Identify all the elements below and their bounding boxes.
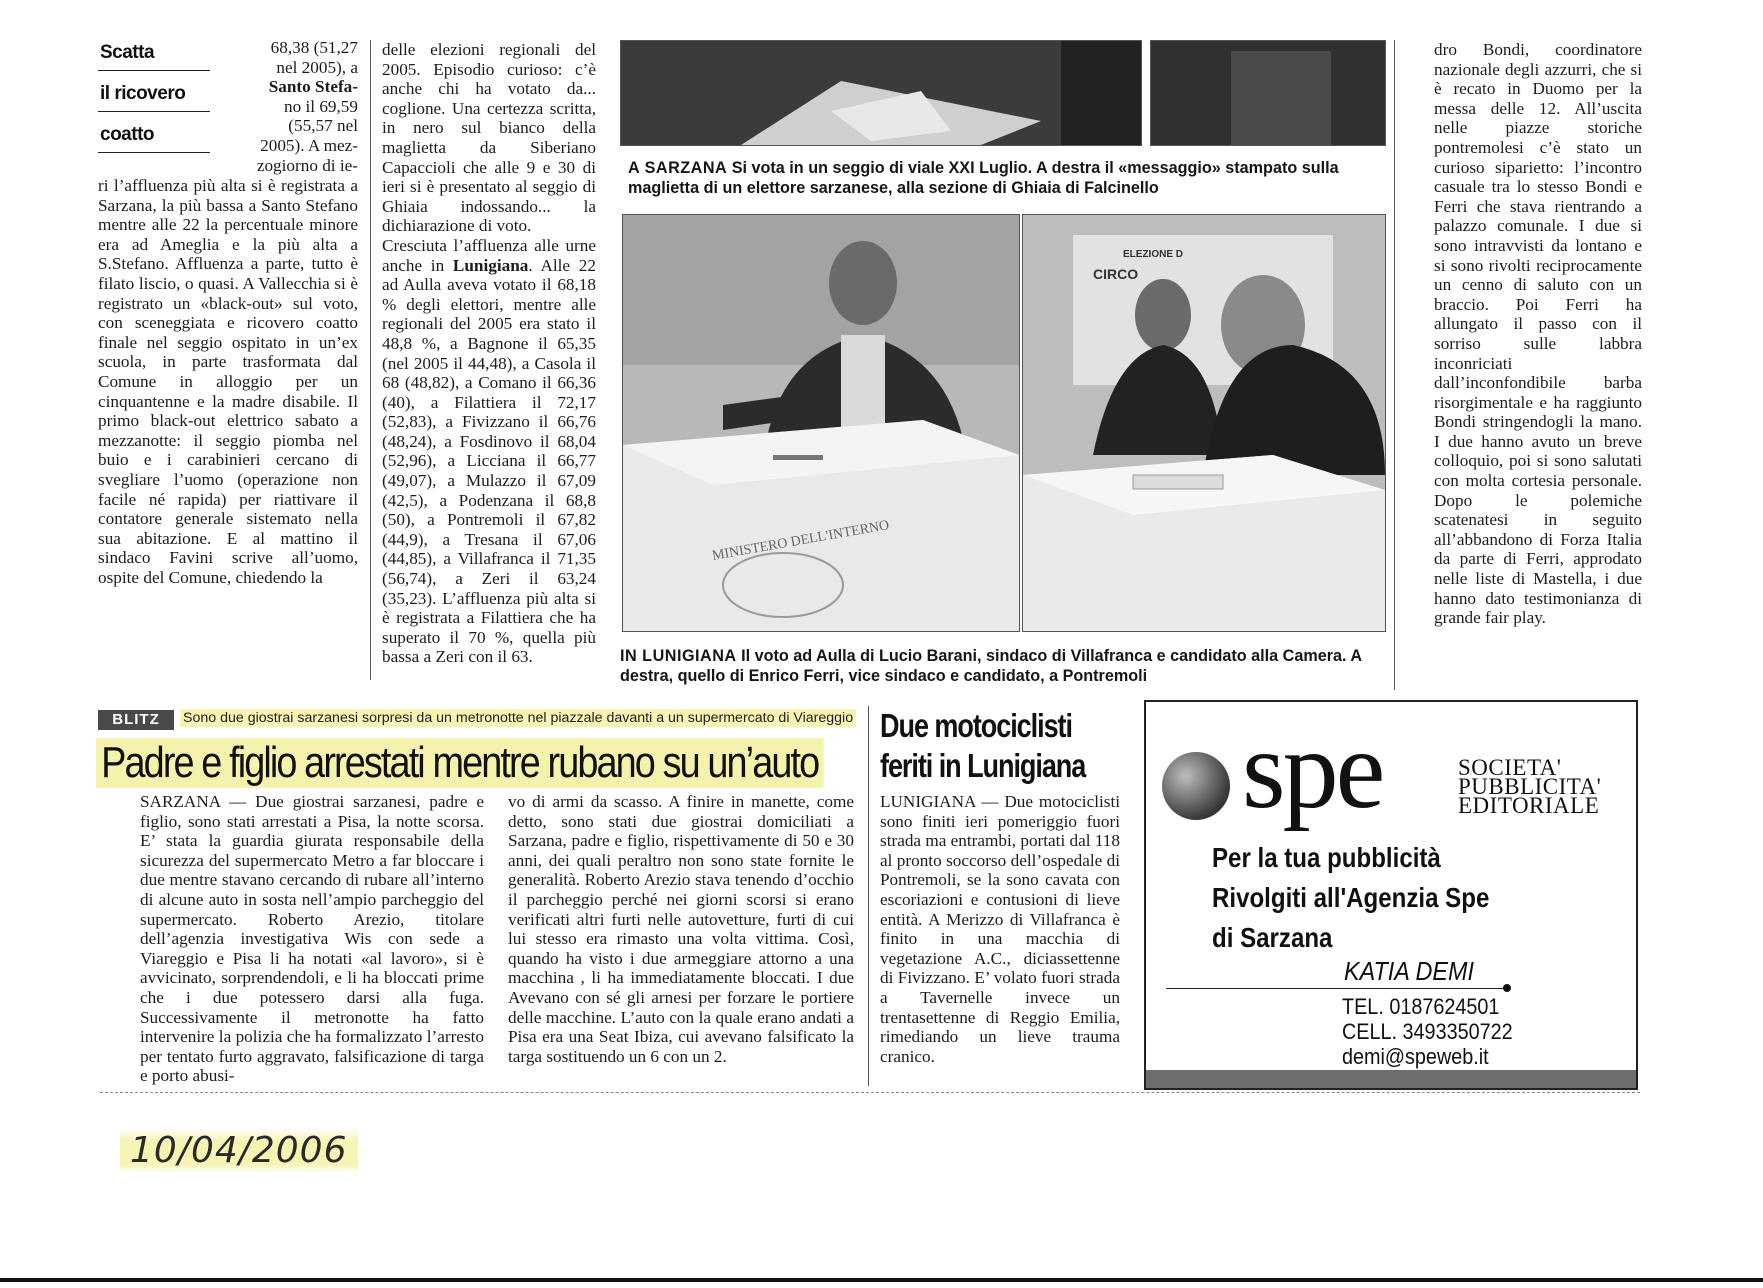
column-rule — [868, 706, 869, 1086]
column-rule — [1394, 40, 1395, 690]
moto-article — [880, 792, 1120, 1066]
caption-sarzana-text: Si vota in un seggio di viale XXI Luglio. A destra il «messaggio» stampato sulla maglietta di un elettore sarzanese, alla sezione di Ghiaia di Falcinello — [628, 159, 1339, 197]
ad-contact-dot — [1503, 984, 1511, 992]
col1-narrow — [222, 38, 358, 175]
ad-contacts — [1342, 994, 1513, 1069]
col2-text1: delle elezioni regionali del 2005. Episodio curioso: c’è anche chi ha votato da... coglione. Una certezza scritta, in nero sul bianco della maglietta da Siberiano Capaccioli che alle 9 e 30 di ieri si è presentato al seggio di Ghiaia indossando... la dichiarazione di voto. — [382, 40, 596, 236]
caption-lunigiana-lead: IN LUNIGIANA — [620, 647, 737, 665]
ballot-box-text-left: MINISTERO DELL'INTERNO — [711, 518, 891, 564]
cut-line — [100, 1092, 1640, 1093]
col1-narrow-line: 68,38 (51,27 — [270, 38, 358, 57]
caption-sarzana — [628, 158, 1388, 198]
blitz-col-a — [140, 792, 484, 1086]
ad-contact-name: KATIA DEMI — [1344, 956, 1475, 986]
blitz-col-a-text: SARZANA — Due giostrai sarzanesi, padre e figlio, sono stati arrestati a Pisa, la notte scorsa. E’ stata la guardia giurata responsabile della sicurezza del supermercato Metro a far bloccare i due mentre stavano cercando di rubare all’interno di alcune auto in sosta nell’ampio parcheggio del supermercato. Roberto Arezio, titolare dell’agenzia investigativa Wis con sede a Viareggio e Pisa li ha notati «al lavoro», si è avvicinato, sorprendendoli, e li ha bloccati prime che i due potessero darsi alla fuga. Successivamente il metronotte ha fatto intervenire la polizia che ha formalizzato l’arresto per tentato furto aggravato, falsificazione di targa e porto abusi- — [140, 792, 484, 1086]
col1-narrow-line: (55,57 nel — [288, 116, 358, 136]
ad-contact-rule — [1166, 988, 1506, 989]
top-photo-left-art — [621, 41, 1141, 145]
ad-bottom-bar — [1146, 1070, 1636, 1088]
blitz-subtitle: Sono due giostrai sarzanesi sorpresi da un metronotte nel piazzale davanti a un supermercato di Viareggio — [180, 709, 856, 727]
ad-line-1: Per la tua pubblicità — [1212, 842, 1441, 873]
col1-narrow-line: no il 69,59 — [283, 96, 358, 116]
col2-text2-post: . Alle 22 ad Aulla aveva votato il 68,18 % degli elettori, mentre alle regionali del 2005 era stato il 48,8 %, a Bagnone il 65,35 (nel 2005 il 44,48), a Casola il 68 (48,82), a Comano il 66,36 (40), a Filattiera il 72,17 (52,83), a Fivizzano il 66,76 (48,24), a Fosdinovo il 68,04 (52,96), a Licciana il 66,77 (49,07), a Mulazzo il 67,09 (42,5), a Podenzana il 68,8 (50), a Pontremoli il 67,82 (44,9), a Tresana il 67,06 (44,85), a Villafranca il 71,35 (56,74), a Zeri il 63,24 (35,23). L’affluenza più alta si è registrata a Filattiera che ha superato il 70 %, quella più bassa a Zeri con il 63. — [382, 255, 596, 667]
moto-headline: Due motociclisti feriti in Lunigiana — [880, 707, 1086, 784]
ad-line-2: Rivolgiti all'Agenzia Spe — [1212, 882, 1490, 913]
col2-text2 — [382, 236, 596, 667]
col1-text: ri l’affluenza più alta si è registrata a Sarzana, la più bassa a Santo Stefano mentre alle 22 la percentuale minore era ad Ameglia e la più alta a S.Stefano. Affluenza a parte, tutto è filato liscio, o quasi. A Vallecchia si è registrato un «black-out» sul voto, con sceneggiata e ricovero coatto finale nel seggio ospitato in un’ex scuola, in parte trasformata dal Comune in alloggio per un cinquantenne e la madre disabile. Il primo black-out elettrico sabato a mezzanotte: il seggio piomba nel buio e i carabinieri cercano di svegliare l’uomo (operazione non facile né rapida) per riattivare il contatore generale sistemato nella sua abitazione. E al mattino il sindaco Favini scrive all’uomo, ospite del Comune, chiedendo la — [98, 176, 358, 587]
top-photo-right — [1150, 40, 1386, 146]
moto-text: LUNIGIANA — Due motociclisti sono finiti ieri pomeriggio fuori strada ma entrambi, portati dal 118 al pronto soccorso dell’ospedale di Pontremoli, se la sono cavata con escoriazioni e contusioni di lieve entità. A Merizzo di Villafranca è finito in una macchia di vegetazione A.C., diciassettenne di Fivizzano. E’ volato fuori strada a Tavernelle invece un trentasettenne di Reggio Emilia, rimediando un lieve trauma cranico. — [880, 792, 1120, 1066]
photo-ferri — [1022, 214, 1386, 632]
col2-text2-bold: Lunigiana — [452, 255, 529, 275]
photo-ferri-art — [1023, 215, 1385, 631]
handwritten-date — [120, 1128, 358, 1173]
top-photo-right-art — [1151, 41, 1385, 145]
blitz-col-b-text: vo di armi da scasso. A finire in manette, come detto, sono stati due giostrai domiciliati a Sarzana, padre e figlio, rispettivamente di 50 e 30 anni, dei quali peraltro non sono state fornite le generalità. Roberto Arezio stava tenendo d’occhio il parcheggio perché nei giorni scorsi si erano verificati altri furti nelle autovetture, furti di cui lui stesso era rimasto una volta vittima. Così, quando ha visto i due armeggiare attorno a una macchina , li ha immediatamente bloccati. I due Avevano con sé gli arnesi per forzare le portiere delle macchine. L’auto con la quale erano andati a Pisa era una Seat Ibiza, cui avevano falsificato la targa sostituendo un 6 con un 2. — [508, 792, 854, 1066]
spe-company-name — [1458, 755, 1602, 818]
photo-barani — [622, 214, 1020, 632]
sidebar-box — [98, 38, 210, 161]
caption-sarzana-lead: A SARZANA — [628, 159, 728, 177]
col1-narrow-line: zogiorno di ie- — [256, 155, 358, 175]
col1-article — [98, 176, 358, 587]
sidebar-line-1: Scatta — [98, 38, 210, 71]
col5-article — [1434, 40, 1642, 628]
ad-email: demi@speweb.it — [1342, 1044, 1489, 1069]
column-rule — [370, 40, 371, 680]
company-line-2: PUBBLICITA' — [1458, 774, 1602, 799]
col1-narrow-line: nel 2005), a — [276, 57, 358, 77]
sidebar-line-3: coatto — [98, 120, 210, 153]
ad-line-3: di Sarzana — [1212, 922, 1333, 953]
col1-narrow-line: Santo Stefa- — [268, 77, 358, 97]
col2-article — [382, 40, 596, 667]
handwritten-date-text: 10/04/2006 — [130, 1130, 348, 1171]
col5-text: dro Bondi, coordinatore nazionale degli azzurri, che si è recato in Duomo per la messa delle 12. All’uscita nelle piazze storiche pontremolesi c’è stato un curioso siparietto: l’incontro casuale tra lo stesso Bondi e Ferri che stava rientrando a palazzo comunale. I due si sono intravvisti da lontano e si sono rivolti reciprocamente un cenno di saluto con un braccio. Poi Ferri ha allungato il passo con il sorriso sulle labbra inconriciati dall’inconfondibile barba risorgimentale e ha raggiunto Bondi stringendogli la mano. I due hanno avuto un breve colloquio, poi si sono salutati con molta cortesia personale. Dopo le polemiche scatenatesi in seguito all’abbandono di Forza Italia da parte di Ferri, approdato nelle liste di Mastella, i due hanno dato testimonianza di grande fair play. — [1434, 40, 1642, 628]
caption-lunigiana — [620, 646, 1390, 686]
ad-message — [1212, 838, 1489, 958]
spe-logo: spe — [1242, 708, 1383, 832]
photo-barani-art — [623, 215, 1019, 631]
page-bottom-rule — [0, 1278, 1763, 1282]
spe-advertisement — [1144, 700, 1638, 1090]
col2-text2-pre: Cresciuta l’affluenza alle urne anche in — [382, 235, 596, 275]
blitz-tag: BLITZ — [98, 710, 174, 730]
blitz-headline: Padre e figlio arrestati mentre rubano su un’auto — [96, 738, 823, 788]
sidebar-line-2: il ricovero — [98, 79, 210, 112]
blitz-col-b — [508, 792, 854, 1066]
ad-tel: TEL. 0187624501 — [1342, 994, 1500, 1019]
company-line-3: EDITORIALE — [1458, 793, 1600, 818]
sign-text-2: CIRCO — [1093, 266, 1139, 282]
sign-text-1: ELEZIONE D — [1123, 249, 1184, 260]
company-line-1: SOCIETA' — [1458, 755, 1562, 780]
ad-cell: CELL. 3493350722 — [1342, 1019, 1513, 1044]
top-photo-left — [620, 40, 1142, 146]
col1-narrow-line: 2005). A mez- — [260, 135, 358, 155]
caption-lunigiana-text: Il voto ad Aulla di Lucio Barani, sindaco di Villafranca e candidato alla Camera. A destra, quello di Enrico Ferri, vice sindaco e candidato, a Pontremoli — [620, 647, 1362, 685]
globe-icon — [1162, 752, 1230, 820]
